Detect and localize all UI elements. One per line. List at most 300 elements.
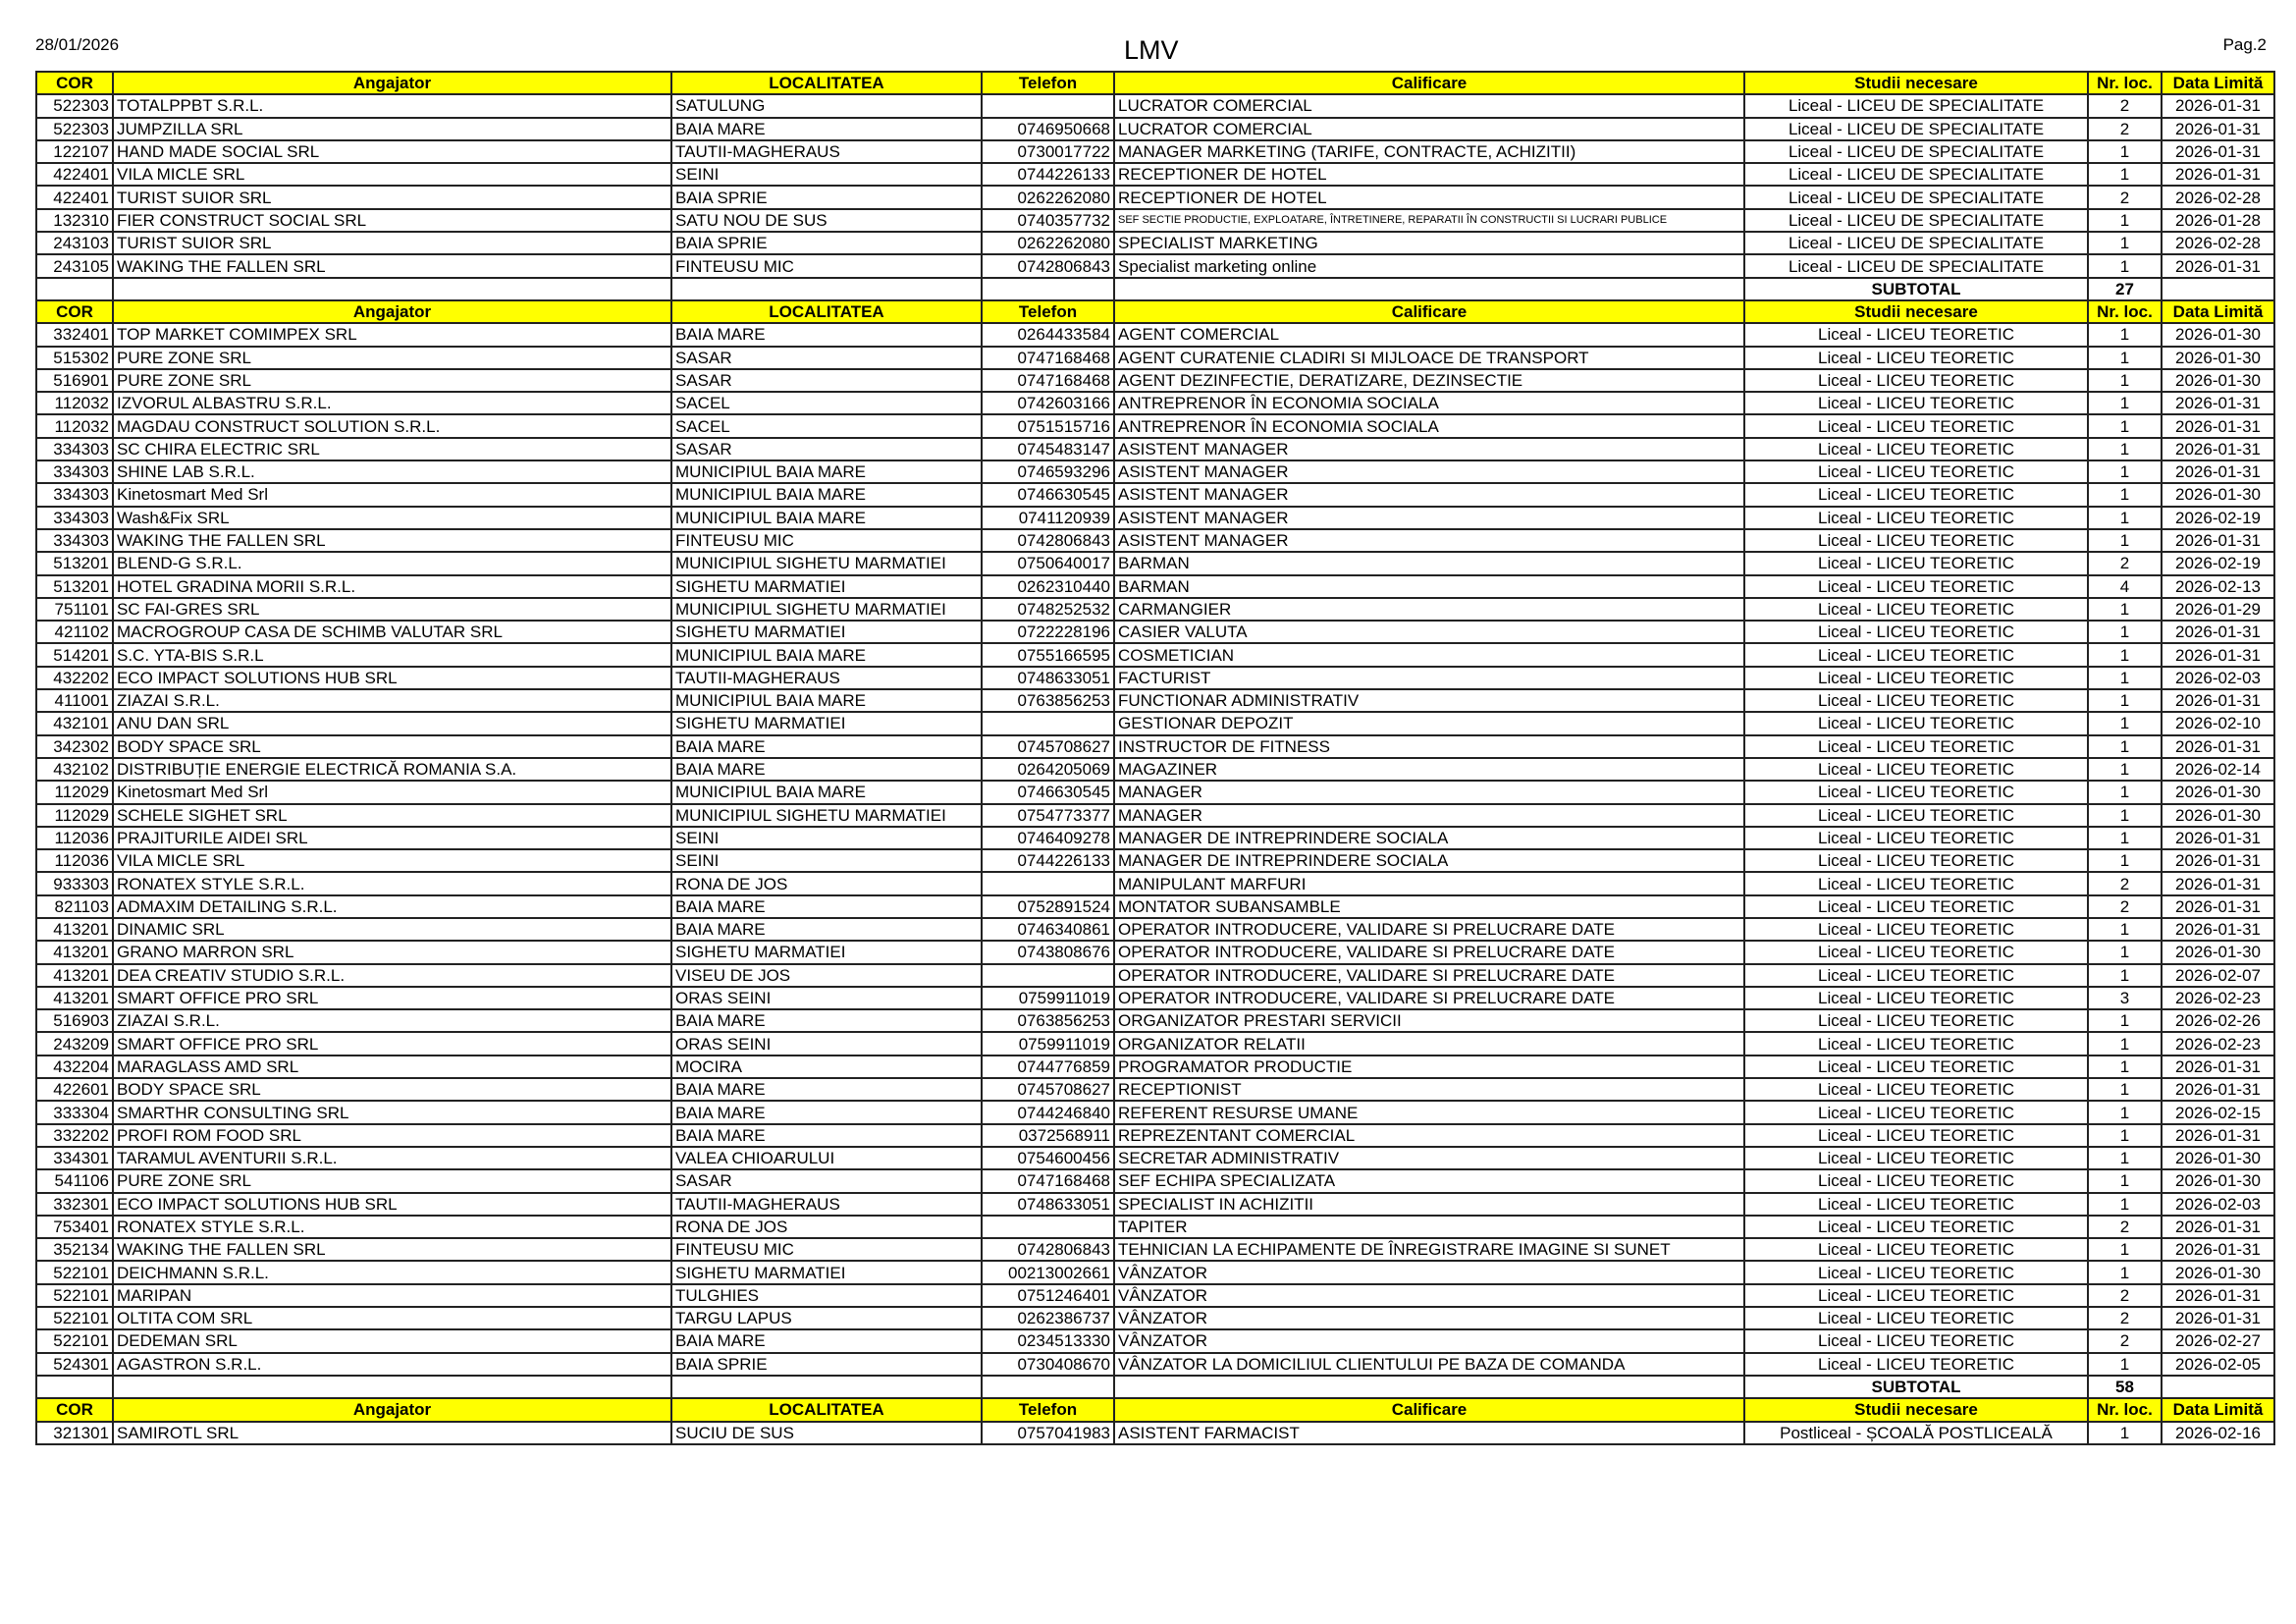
empty-cell: [2162, 1376, 2274, 1398]
locality-cell: SASAR: [671, 438, 982, 460]
positions-cell: 2: [2088, 1329, 2162, 1352]
studies-cell: Liceal - LICEU DE SPECIALITATE: [1744, 209, 2088, 232]
table-row: [36, 483, 2274, 506]
positions-cell: 1: [2088, 1193, 2162, 1216]
employer-cell: MARAGLASS AMD SRL: [113, 1056, 671, 1078]
positions-cell: 1: [2088, 735, 2162, 758]
positions-cell: 1: [2088, 1124, 2162, 1147]
table-row: [36, 1101, 2274, 1123]
cor-cell: 432202: [36, 667, 113, 689]
cor-cell: 432204: [36, 1056, 113, 1078]
deadline-cell: 2026-01-31: [2162, 1124, 2274, 1147]
cor-cell: 132310: [36, 209, 113, 232]
deadline-cell: 2026-02-13: [2162, 575, 2274, 598]
deadline-cell: 2026-02-07: [2162, 964, 2274, 987]
empty-cell: [671, 1376, 982, 1398]
qualification-cell: GESTIONAR DEPOZIT: [1114, 712, 1744, 734]
locality-cell: BAIA MARE: [671, 1329, 982, 1352]
positions-cell: 1: [2088, 849, 2162, 872]
table-header-row: [36, 1398, 2274, 1421]
cor-cell: 332301: [36, 1193, 113, 1216]
qualification-cell: ANTREPRENOR ÎN ECONOMIA SOCIALA: [1114, 392, 1744, 414]
table-row: [36, 369, 2274, 392]
cor-cell: 516901: [36, 369, 113, 392]
qualification-cell: MANAGER: [1114, 781, 1744, 803]
qualification-cell: RECEPTIONIST: [1114, 1078, 1744, 1101]
empty-cell: [36, 278, 113, 300]
deadline-cell: 2026-01-31: [2162, 460, 2274, 483]
cor-cell: 516903: [36, 1009, 113, 1032]
studies-cell: Liceal - LICEU TEORETIC: [1744, 1353, 2088, 1376]
locality-cell: SASAR: [671, 1169, 982, 1192]
employer-cell: WAKING THE FALLEN SRL: [113, 1238, 671, 1261]
positions-cell: 1: [2088, 369, 2162, 392]
phone-cell: 0746593296: [982, 460, 1114, 483]
employer-cell: DEDEMAN SRL: [113, 1329, 671, 1352]
cor-cell: 514201: [36, 643, 113, 666]
subtotal-row: [36, 278, 2274, 300]
studies-cell: Liceal - LICEU DE SPECIALITATE: [1744, 254, 2088, 277]
qualification-cell: CASIER VALUTA: [1114, 621, 1744, 643]
cor-cell: 352134: [36, 1238, 113, 1261]
locality-cell: MUNICIPIUL BAIA MARE: [671, 507, 982, 529]
table-row: [36, 849, 2274, 872]
cor-cell: 122107: [36, 140, 113, 163]
positions-cell: 1: [2088, 414, 2162, 437]
cor-cell: 411001: [36, 689, 113, 712]
job-vacancies-table: [35, 71, 2275, 1445]
deadline-cell: 2026-01-31: [2162, 414, 2274, 437]
header-employer: Angajator: [113, 72, 671, 94]
cor-cell: 432101: [36, 712, 113, 734]
studies-cell: Liceal - LICEU DE SPECIALITATE: [1744, 163, 2088, 186]
deadline-cell: 2026-01-31: [2162, 1078, 2274, 1101]
employer-cell: DISTRIBUȚIE ENERGIE ELECTRICĂ ROMANIA S.A.: [113, 758, 671, 781]
deadline-cell: 2026-02-15: [2162, 1101, 2274, 1123]
header-phone: Telefon: [982, 1398, 1114, 1421]
qualification-cell: SEF SECTIE PRODUCTIE, EXPLOATARE, ÎNTRETINERE, REPARATII ÎN CONSTRUCTII SI LUCRARI PUBLICE: [1114, 209, 1744, 232]
locality-cell: MOCIRA: [671, 1056, 982, 1078]
phone-cell: 0262262080: [982, 186, 1114, 208]
table-row: [36, 347, 2274, 369]
empty-cell: [113, 1376, 671, 1398]
locality-cell: BAIA MARE: [671, 323, 982, 346]
locality-cell: SATU NOU DE SUS: [671, 209, 982, 232]
qualification-cell: ASISTENT MANAGER: [1114, 507, 1744, 529]
qualification-cell: REFERENT RESURSE UMANE: [1114, 1101, 1744, 1123]
table-row: [36, 735, 2274, 758]
header-cor: COR: [36, 1398, 113, 1421]
table-row: [36, 438, 2274, 460]
cor-cell: 112029: [36, 781, 113, 803]
qualification-cell: REPREZENTANT COMERCIAL: [1114, 1124, 1744, 1147]
qualification-cell: INSTRUCTOR DE FITNESS: [1114, 735, 1744, 758]
positions-cell: 1: [2088, 1169, 2162, 1192]
positions-cell: 1: [2088, 254, 2162, 277]
cor-cell: 522303: [36, 118, 113, 140]
positions-cell: 1: [2088, 392, 2162, 414]
deadline-cell: 2026-01-30: [2162, 781, 2274, 803]
employer-cell: ECO IMPACT SOLUTIONS HUB SRL: [113, 667, 671, 689]
locality-cell: SIGHETU MARMATIEI: [671, 575, 982, 598]
phone-cell: 0748633051: [982, 667, 1114, 689]
locality-cell: TAUTII-MAGHERAUS: [671, 667, 982, 689]
positions-cell: 1: [2088, 1009, 2162, 1032]
phone-cell: 0748633051: [982, 1193, 1114, 1216]
positions-cell: 2: [2088, 1216, 2162, 1238]
employer-cell: HOTEL GRADINA MORII S.R.L.: [113, 575, 671, 598]
employer-cell: DINAMIC SRL: [113, 918, 671, 941]
cor-cell: 112036: [36, 827, 113, 849]
table-row: [36, 621, 2274, 643]
table-row: [36, 598, 2274, 621]
studies-cell: Liceal - LICEU DE SPECIALITATE: [1744, 186, 2088, 208]
deadline-cell: 2026-01-31: [2162, 392, 2274, 414]
studies-cell: Liceal - LICEU TEORETIC: [1744, 872, 2088, 894]
studies-cell: Liceal - LICEU DE SPECIALITATE: [1744, 94, 2088, 117]
header-positions: Nr. loc.: [2088, 1398, 2162, 1421]
locality-cell: MUNICIPIUL SIGHETU MARMATIEI: [671, 804, 982, 827]
studies-cell: Liceal - LICEU TEORETIC: [1744, 689, 2088, 712]
positions-cell: 1: [2088, 209, 2162, 232]
studies-cell: Liceal - LICEU TEORETIC: [1744, 849, 2088, 872]
phone-cell: 0759911019: [982, 1032, 1114, 1055]
locality-cell: MUNICIPIUL SIGHETU MARMATIEI: [671, 552, 982, 574]
locality-cell: BAIA MARE: [671, 918, 982, 941]
qualification-cell: VÂNZATOR: [1114, 1329, 1744, 1352]
locality-cell: TARGU LAPUS: [671, 1307, 982, 1329]
positions-cell: 1: [2088, 323, 2162, 346]
phone-cell: 0740357732: [982, 209, 1114, 232]
studies-cell: Liceal - LICEU TEORETIC: [1744, 529, 2088, 552]
employer-cell: BODY SPACE SRL: [113, 735, 671, 758]
phone-cell: 0743808676: [982, 941, 1114, 963]
header-phone: Telefon: [982, 72, 1114, 94]
deadline-cell: 2026-02-23: [2162, 1032, 2274, 1055]
table-row: [36, 964, 2274, 987]
phone-cell: 0747168468: [982, 369, 1114, 392]
phone-cell: 0372568911: [982, 1124, 1114, 1147]
cor-cell: 413201: [36, 941, 113, 963]
table-row: [36, 323, 2274, 346]
employer-cell: MACROGROUP CASA DE SCHIMB VALUTAR SRL: [113, 621, 671, 643]
employer-cell: ECO IMPACT SOLUTIONS HUB SRL: [113, 1193, 671, 1216]
deadline-cell: 2026-01-30: [2162, 1261, 2274, 1283]
cor-cell: 541106: [36, 1169, 113, 1192]
positions-cell: 1: [2088, 1078, 2162, 1101]
qualification-cell: ANTREPRENOR ÎN ECONOMIA SOCIALA: [1114, 414, 1744, 437]
qualification-cell: AGENT COMERCIAL: [1114, 323, 1744, 346]
studies-cell: Liceal - LICEU TEORETIC: [1744, 1169, 2088, 1192]
cor-cell: 334303: [36, 460, 113, 483]
table-row: [36, 1032, 2274, 1055]
employer-cell: VILA MICLE SRL: [113, 163, 671, 186]
cor-cell: 112032: [36, 414, 113, 437]
phone-cell: 0750640017: [982, 552, 1114, 574]
header-qualification: Calificare: [1114, 300, 1744, 323]
studies-cell: Liceal - LICEU TEORETIC: [1744, 1009, 2088, 1032]
phone-cell: 0745483147: [982, 438, 1114, 460]
qualification-cell: MANAGER: [1114, 804, 1744, 827]
table-row: [36, 209, 2274, 232]
table-row: [36, 689, 2274, 712]
employer-cell: TOTALPPBT S.R.L.: [113, 94, 671, 117]
deadline-cell: 2026-02-19: [2162, 552, 2274, 574]
locality-cell: SIGHETU MARMATIEI: [671, 621, 982, 643]
empty-cell: [36, 1376, 113, 1398]
deadline-cell: 2026-02-03: [2162, 1193, 2274, 1216]
positions-cell: 1: [2088, 804, 2162, 827]
studies-cell: Liceal - LICEU TEORETIC: [1744, 414, 2088, 437]
positions-cell: 1: [2088, 689, 2162, 712]
locality-cell: SIGHETU MARMATIEI: [671, 1261, 982, 1283]
studies-cell: Liceal - LICEU TEORETIC: [1744, 1193, 2088, 1216]
table-row: [36, 643, 2274, 666]
deadline-cell: 2026-01-31: [2162, 918, 2274, 941]
cor-cell: 243209: [36, 1032, 113, 1055]
deadline-cell: 2026-01-31: [2162, 118, 2274, 140]
table-row: [36, 1169, 2274, 1192]
studies-cell: Liceal - LICEU TEORETIC: [1744, 1284, 2088, 1307]
phone-cell: 0752891524: [982, 895, 1114, 918]
header-cor: COR: [36, 72, 113, 94]
positions-cell: 1: [2088, 1147, 2162, 1169]
locality-cell: TAUTII-MAGHERAUS: [671, 140, 982, 163]
phone-cell: 0759911019: [982, 987, 1114, 1009]
phone-cell: [982, 94, 1114, 117]
cor-cell: 515302: [36, 347, 113, 369]
table-row: [36, 1238, 2274, 1261]
studies-cell: Liceal - LICEU TEORETIC: [1744, 323, 2088, 346]
positions-cell: 1: [2088, 941, 2162, 963]
employer-cell: Kinetosmart Med Srl: [113, 483, 671, 506]
phone-cell: 0746950668: [982, 118, 1114, 140]
phone-cell: 0754773377: [982, 804, 1114, 827]
table-row: [36, 1147, 2274, 1169]
deadline-cell: 2026-01-31: [2162, 94, 2274, 117]
positions-cell: 1: [2088, 460, 2162, 483]
phone-cell: 0746409278: [982, 827, 1114, 849]
locality-cell: VALEA CHIOARULUI: [671, 1147, 982, 1169]
employer-cell: Wash&Fix SRL: [113, 507, 671, 529]
empty-cell: [982, 278, 1114, 300]
employer-cell: SAMIROTL SRL: [113, 1422, 671, 1444]
table-row: [36, 1353, 2274, 1376]
qualification-cell: OPERATOR INTRODUCERE, VALIDARE SI PRELUCRARE DATE: [1114, 941, 1744, 963]
positions-cell: 1: [2088, 712, 2162, 734]
empty-cell: [1114, 278, 1744, 300]
deadline-cell: 2026-02-27: [2162, 1329, 2274, 1352]
deadline-cell: 2026-02-28: [2162, 186, 2274, 208]
table-row: [36, 460, 2274, 483]
locality-cell: SATULUNG: [671, 94, 982, 117]
qualification-cell: ASISTENT MANAGER: [1114, 483, 1744, 506]
qualification-cell: MANAGER MARKETING (TARIFE, CONTRACTE, ACHIZITII): [1114, 140, 1744, 163]
qualification-cell: ASISTENT MANAGER: [1114, 529, 1744, 552]
table-row: [36, 1307, 2274, 1329]
empty-cell: [1114, 1376, 1744, 1398]
qualification-cell: SPECIALIST MARKETING: [1114, 232, 1744, 254]
table-row: [36, 987, 2274, 1009]
table-row: [36, 758, 2274, 781]
studies-cell: Liceal - LICEU TEORETIC: [1744, 987, 2088, 1009]
studies-cell: Liceal - LICEU TEORETIC: [1744, 347, 2088, 369]
positions-cell: 1: [2088, 918, 2162, 941]
studies-cell: Liceal - LICEU TEORETIC: [1744, 575, 2088, 598]
positions-cell: 2: [2088, 872, 2162, 894]
positions-cell: 1: [2088, 621, 2162, 643]
cor-cell: 432102: [36, 758, 113, 781]
locality-cell: BAIA MARE: [671, 118, 982, 140]
cor-cell: 332401: [36, 323, 113, 346]
phone-cell: 0730408670: [982, 1353, 1114, 1376]
qualification-cell: FACTURIST: [1114, 667, 1744, 689]
deadline-cell: 2026-01-31: [2162, 1238, 2274, 1261]
table-header-row: [36, 300, 2274, 323]
table-row: [36, 163, 2274, 186]
header-locality: LOCALITATEA: [671, 300, 982, 323]
locality-cell: SEINI: [671, 849, 982, 872]
locality-cell: SASAR: [671, 347, 982, 369]
header-locality: LOCALITATEA: [671, 1398, 982, 1421]
table-row: [36, 254, 2274, 277]
locality-cell: SACEL: [671, 414, 982, 437]
phone-cell: 0754600456: [982, 1147, 1114, 1169]
deadline-cell: 2026-02-16: [2162, 1422, 2274, 1444]
phone-cell: [982, 1216, 1114, 1238]
qualification-cell: OPERATOR INTRODUCERE, VALIDARE SI PRELUCRARE DATE: [1114, 964, 1744, 987]
qualification-cell: ORGANIZATOR RELATII: [1114, 1032, 1744, 1055]
header-positions: Nr. loc.: [2088, 72, 2162, 94]
subtotal-label: SUBTOTAL: [1744, 278, 2088, 300]
phone-cell: 00213002661: [982, 1261, 1114, 1283]
positions-cell: 2: [2088, 895, 2162, 918]
deadline-cell: 2026-01-31: [2162, 1056, 2274, 1078]
positions-cell: 1: [2088, 140, 2162, 163]
studies-cell: Liceal - LICEU TEORETIC: [1744, 1147, 2088, 1169]
qualification-cell: SECRETAR ADMINISTRATIV: [1114, 1147, 1744, 1169]
positions-cell: 1: [2088, 347, 2162, 369]
table-row: [36, 1124, 2274, 1147]
header-locality: LOCALITATEA: [671, 72, 982, 94]
header-qualification: Calificare: [1114, 72, 1744, 94]
locality-cell: SEINI: [671, 827, 982, 849]
studies-cell: Liceal - LICEU TEORETIC: [1744, 918, 2088, 941]
locality-cell: BAIA MARE: [671, 895, 982, 918]
employer-cell: TARAMUL AVENTURII S.R.L.: [113, 1147, 671, 1169]
deadline-cell: 2026-02-28: [2162, 232, 2274, 254]
cor-cell: 522101: [36, 1261, 113, 1283]
table-row: [36, 667, 2274, 689]
header-deadline: Data Limită: [2162, 300, 2274, 323]
table-row: [36, 507, 2274, 529]
locality-cell: RONA DE JOS: [671, 872, 982, 894]
table-row: [36, 1329, 2274, 1352]
table-row: [36, 712, 2274, 734]
studies-cell: Liceal - LICEU TEORETIC: [1744, 667, 2088, 689]
deadline-cell: 2026-02-14: [2162, 758, 2274, 781]
qualification-cell: TEHNICIAN LA ECHIPAMENTE DE ÎNREGISTRARE IMAGINE SI SUNET: [1114, 1238, 1744, 1261]
phone-cell: 0746630545: [982, 781, 1114, 803]
cor-cell: 342302: [36, 735, 113, 758]
qualification-cell: SPECIALIST IN ACHIZITII: [1114, 1193, 1744, 1216]
deadline-cell: 2026-01-31: [2162, 140, 2274, 163]
qualification-cell: VÂNZATOR LA DOMICILIUL CLIENTULUI PE BAZA DE COMANDA: [1114, 1353, 1744, 1376]
studies-cell: Liceal - LICEU TEORETIC: [1744, 1307, 2088, 1329]
employer-cell: PRAJITURILE AIDEI SRL: [113, 827, 671, 849]
table-row: [36, 186, 2274, 208]
cor-cell: 422401: [36, 163, 113, 186]
table-row: [36, 1078, 2274, 1101]
locality-cell: BAIA MARE: [671, 1078, 982, 1101]
locality-cell: SEINI: [671, 163, 982, 186]
phone-cell: 0744246840: [982, 1101, 1114, 1123]
qualification-cell: VÂNZATOR: [1114, 1284, 1744, 1307]
employer-cell: PROFI ROM FOOD SRL: [113, 1124, 671, 1147]
qualification-cell: RECEPTIONER DE HOTEL: [1114, 186, 1744, 208]
deadline-cell: 2026-01-30: [2162, 1169, 2274, 1192]
phone-cell: 0262262080: [982, 232, 1114, 254]
employer-cell: PURE ZONE SRL: [113, 369, 671, 392]
deadline-cell: 2026-01-30: [2162, 369, 2274, 392]
positions-cell: 2: [2088, 186, 2162, 208]
table-header-row: [36, 72, 2274, 94]
positions-cell: 1: [2088, 827, 2162, 849]
positions-cell: 3: [2088, 987, 2162, 1009]
table-row: [36, 1193, 2274, 1216]
positions-cell: 2: [2088, 1284, 2162, 1307]
positions-cell: 1: [2088, 758, 2162, 781]
qualification-cell: BARMAN: [1114, 552, 1744, 574]
studies-cell: Liceal - LICEU TEORETIC: [1744, 781, 2088, 803]
studies-cell: Liceal - LICEU TEORETIC: [1744, 1261, 2088, 1283]
studies-cell: Liceal - LICEU TEORETIC: [1744, 460, 2088, 483]
cor-cell: 334303: [36, 483, 113, 506]
cor-cell: 513201: [36, 552, 113, 574]
studies-cell: Liceal - LICEU TEORETIC: [1744, 1238, 2088, 1261]
deadline-cell: 2026-01-31: [2162, 438, 2274, 460]
employer-cell: JUMPZILLA SRL: [113, 118, 671, 140]
header-employer: Angajator: [113, 300, 671, 323]
locality-cell: MUNICIPIUL BAIA MARE: [671, 460, 982, 483]
qualification-cell: PROGRAMATOR PRODUCTIE: [1114, 1056, 1744, 1078]
header-studies: Studii necesare: [1744, 300, 2088, 323]
cor-cell: 243105: [36, 254, 113, 277]
phone-cell: 0746630545: [982, 483, 1114, 506]
qualification-cell: SEF ECHIPA SPECIALIZATA: [1114, 1169, 1744, 1192]
deadline-cell: 2026-01-31: [2162, 643, 2274, 666]
positions-cell: 2: [2088, 94, 2162, 117]
qualification-cell: Specialist marketing online: [1114, 254, 1744, 277]
phone-cell: [982, 712, 1114, 734]
deadline-cell: 2026-01-31: [2162, 1216, 2274, 1238]
locality-cell: BAIA MARE: [671, 735, 982, 758]
qualification-cell: RECEPTIONER DE HOTEL: [1114, 163, 1744, 186]
locality-cell: FINTEUSU MIC: [671, 254, 982, 277]
phone-cell: 0742603166: [982, 392, 1114, 414]
locality-cell: SACEL: [671, 392, 982, 414]
studies-cell: Liceal - LICEU TEORETIC: [1744, 827, 2088, 849]
qualification-cell: MANAGER DE INTREPRINDERE SOCIALA: [1114, 849, 1744, 872]
table-row: [36, 1009, 2274, 1032]
employer-cell: RONATEX STYLE S.R.L.: [113, 1216, 671, 1238]
employer-cell: MARIPAN: [113, 1284, 671, 1307]
employer-cell: VILA MICLE SRL: [113, 849, 671, 872]
table-row: [36, 140, 2274, 163]
locality-cell: SUCIU DE SUS: [671, 1422, 982, 1444]
phone-cell: 0755166595: [982, 643, 1114, 666]
table-row: [36, 552, 2274, 574]
